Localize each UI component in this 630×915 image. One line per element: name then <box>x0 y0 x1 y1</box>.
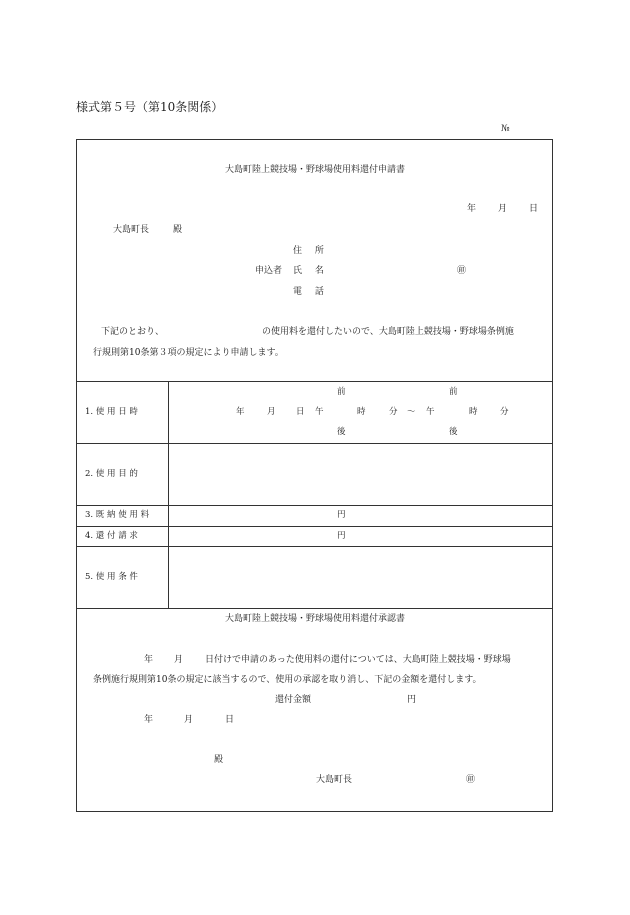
approval-line1-month: 月 <box>174 655 184 665</box>
start-ampm-label: 午 <box>315 407 324 417</box>
end-hour-label: 時 <box>469 407 478 417</box>
issuer-seal: ㊞ <box>466 775 476 785</box>
issuer-name: 大島町長 <box>316 775 353 785</box>
addressee-honorific: 殿 <box>173 225 183 235</box>
row-label-usage-conditions: 5. 使 用 条 件 <box>85 572 138 582</box>
addressee: 大島町長 <box>113 225 150 235</box>
usage-day: 日 <box>296 407 305 417</box>
refund-amount-yen: 円 <box>407 695 417 705</box>
phone-label: 電 話 <box>293 287 329 297</box>
application-body-part2: の使用料を還付したいので、大島町陸上競技場・野球場条例施 <box>262 327 514 337</box>
application-title: 大島町陸上競技場・野球場使用料還付申請書 <box>224 165 405 175</box>
row-divider-4 <box>76 546 553 547</box>
form-frame <box>76 139 553 812</box>
approval-date-year: 年 <box>144 715 154 725</box>
row-divider-1 <box>76 443 553 444</box>
name-label: 氏 名 <box>293 266 329 276</box>
start-minute-label: 分 <box>389 407 398 417</box>
end-am-label: 前 <box>449 387 458 397</box>
form-number-title: 様式第５号（第10条関係） <box>76 100 224 114</box>
application-body-line2: 行規則第10条第３項の規定により申請します。 <box>93 348 284 358</box>
end-ampm-label: 午 <box>426 407 435 417</box>
table-top-border <box>76 381 553 382</box>
approval-title: 大島町陸上競技場・野球場使用料還付承認書 <box>224 614 405 624</box>
row-divider-2 <box>76 505 553 506</box>
applicant-label: 申込者 <box>255 266 283 276</box>
paid-fee-yen: 円 <box>337 510 346 520</box>
number-label: № <box>501 124 510 134</box>
application-date-month: 月 <box>498 204 508 214</box>
usage-year: 年 <box>236 407 245 417</box>
refund-amount-label: 還付金額 <box>275 695 312 705</box>
approval-line1-year: 年 <box>144 655 154 665</box>
row-label-usage-purpose: 2. 使 用 目 的 <box>85 469 138 479</box>
start-pm-label: 後 <box>337 427 346 437</box>
approval-date-month: 月 <box>184 715 194 725</box>
application-body-part1: 下記のとおり、 <box>101 327 165 337</box>
approval-line2: 条例施行規則第10条の規定に該当するので、使用の承認を取り消し、下記の金額を還付します。 <box>93 675 482 685</box>
application-date-year: 年 <box>467 204 477 214</box>
row-label-paid-fee: 3. 既 納 使 用 料 <box>85 510 150 520</box>
application-date-day: 日 <box>529 204 539 214</box>
start-hour-label: 時 <box>357 407 366 417</box>
table-bottom-border <box>76 608 553 609</box>
approval-date-day: 日 <box>225 715 235 725</box>
refund-request-yen: 円 <box>337 531 346 541</box>
range-tilde: 〜 <box>407 407 416 417</box>
applicant-seal: ㊞ <box>457 266 467 276</box>
table-column-divider <box>168 381 169 608</box>
start-am-label: 前 <box>337 387 346 397</box>
end-pm-label: 後 <box>449 427 458 437</box>
approval-line1-rest: 日付けで申請のあった使用料の還付については、大島町陸上競技場・野球場 <box>205 655 511 665</box>
usage-month: 月 <box>267 407 276 417</box>
end-minute-label: 分 <box>500 407 509 417</box>
row-label-refund-request: 4. 還 付 請 求 <box>85 531 138 541</box>
approval-honorific: 殿 <box>214 755 224 765</box>
row-label-usage-datetime: 1. 使 用 日 時 <box>85 407 138 417</box>
address-label: 住 所 <box>293 246 329 256</box>
row-divider-3 <box>76 526 553 527</box>
